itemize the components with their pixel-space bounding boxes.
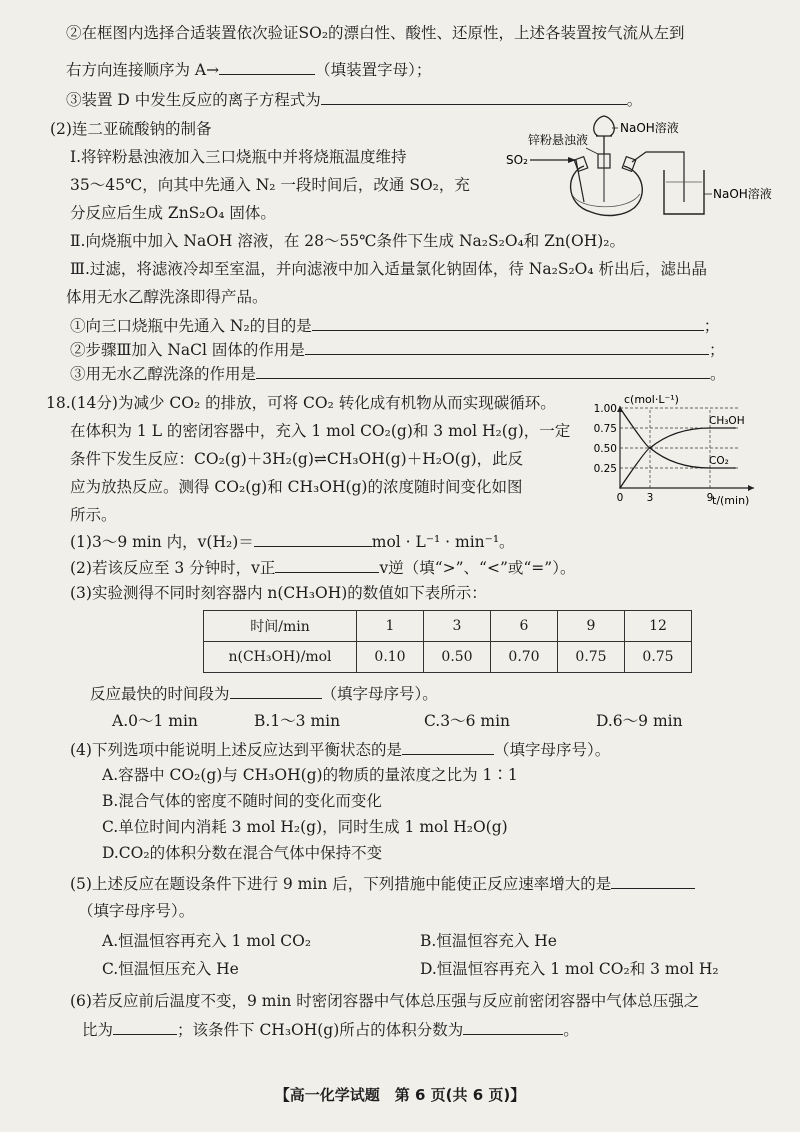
answer-blank[interactable]	[312, 314, 704, 331]
answer-blank[interactable]	[256, 362, 710, 379]
chart-series-label: CO₂	[709, 455, 729, 467]
chart-x-tick-label: 3	[646, 492, 654, 504]
option-a[interactable]: A.恒温恒容再充入 1 mol CO₂	[102, 932, 312, 950]
table-cell: 0.10	[357, 642, 424, 673]
answer-blank[interactable]	[611, 872, 695, 889]
table-cell: 12	[625, 611, 692, 642]
q17-step1-line3: 分反应后生成 ZnS₂O₄ 固体。	[70, 204, 276, 222]
q18-s6-line1: (6)若反应前后温度不变，9 min 时密闭容器中气体总压强与反应前密闭容器中气体总压强之	[70, 992, 700, 1010]
label-naoh-beaker: NaOH溶液	[713, 187, 772, 201]
table-row	[204, 642, 692, 673]
q17-p3-end: 。	[626, 91, 643, 109]
apparatus-diagram	[506, 114, 796, 222]
option-d[interactable]: D.6～9 min	[596, 712, 683, 730]
q18-s4-hint: （填字母序号）。	[493, 741, 611, 759]
q17-sub1	[70, 314, 719, 337]
q17-sub1-end: ；	[703, 317, 720, 335]
q18-s1-text: (1)3～9 min 内，v(H₂)＝	[70, 533, 254, 551]
answer-blank[interactable]	[463, 1018, 563, 1035]
q18-s5	[70, 872, 695, 895]
q18-s3-q-hint: （填字母序号）。	[321, 685, 438, 703]
q18-s6-line2	[82, 1018, 579, 1041]
chart-y-tick-label: 0.25	[593, 463, 617, 475]
table-cell: 0.50	[424, 642, 491, 673]
q18-s4	[70, 738, 610, 761]
q17-sub1-text: ①向三口烧瓶中先通入 N₂的目的是	[70, 317, 312, 335]
q17-p2-text-b: （填装置字母）；	[315, 61, 432, 79]
page-footer: 【高一化学试题 第 6 页(共 6 页)】	[274, 1086, 526, 1104]
q17-part2-title: (2)连二亚硫酸钠的制备	[50, 120, 212, 138]
q18-s3: (3)实验测得不同时刻容器内 n(CH₃OH)的数值如下表所示：	[70, 584, 487, 602]
q18-s3-question	[90, 682, 438, 705]
option-c[interactable]: C.恒温恒压充入 He	[102, 960, 239, 978]
q17-p2-line2	[66, 58, 431, 81]
q17-step1-line1: Ⅰ.将锌粉悬浊液加入三口烧瓶中并将烧瓶温度维持	[70, 148, 407, 166]
answer-blank[interactable]	[230, 682, 322, 699]
answer-blank[interactable]	[113, 1018, 177, 1035]
table-header-row	[204, 611, 692, 642]
answer-blank[interactable]	[402, 738, 494, 755]
q17-sub3-text: ③用无水乙醇洗涤的作用是	[70, 365, 257, 383]
label-zinc-suspension: 锌粉悬浊液	[528, 133, 589, 147]
q18-s2-text: (2)若该反应至 3 分钟时，v正	[70, 559, 276, 577]
q18-s2	[70, 556, 575, 579]
q17-p3-text: ③装置 D 中发生反应的离子方程式为	[66, 91, 321, 109]
q18-s1	[70, 530, 515, 553]
option-b[interactable]: B.恒温恒容充入 He	[420, 932, 557, 950]
q18-s6-end: 。	[563, 1021, 579, 1039]
chart-point	[734, 467, 736, 469]
q18-intro-line2: 在体积为 1 L 的密闭容器中，充入 1 mol CO₂(g)和 3 mol H₂(g)，一定	[70, 422, 571, 440]
option-a[interactable]: A.容器中 CO₂(g)与 CH₃OH(g)的物质的量浓度之比为 1∶1	[102, 766, 518, 784]
chart-point	[734, 427, 736, 429]
q17-sub2	[70, 338, 724, 361]
table-cell: 0.70	[491, 642, 558, 673]
q18-s1-unit: mol · L⁻¹ · min⁻¹。	[371, 533, 515, 551]
label-so2-inlet: SO₂	[506, 153, 528, 167]
answer-blank[interactable]	[321, 88, 627, 105]
q18-s3-q-text: 反应最快的时间段为	[90, 685, 230, 703]
chart-point	[619, 487, 621, 489]
chart-y-tick-label: 0.75	[593, 423, 617, 435]
q18-intro-line5: 所示。	[70, 506, 117, 524]
table-cell: 0.75	[558, 642, 625, 673]
q17-step2: Ⅱ.向烧瓶中加入 NaOH 溶液，在 28～55℃条件下生成 Na₂S₂O₄和 Zn(OH)₂。	[70, 232, 625, 250]
q18-s6-text-a: 比为	[82, 1021, 114, 1039]
q17-sub2-end: ；	[708, 341, 725, 359]
table-cell: 3	[424, 611, 491, 642]
answer-blank[interactable]	[254, 530, 372, 547]
q17-sub2-text: ②步骤Ⅲ加入 NaCl 固体的作用是	[70, 341, 305, 359]
table-cell: 1	[357, 611, 424, 642]
option-b[interactable]: B.1～3 min	[254, 712, 341, 730]
answer-blank[interactable]	[305, 338, 709, 355]
q17-step3-line2: 体用无水乙醇洗涤即得产品。	[66, 288, 268, 306]
table-cell: 6	[491, 611, 558, 642]
q17-p3-line	[66, 88, 642, 111]
chart-x-tick-label: 9	[706, 492, 714, 504]
answer-blank[interactable]	[219, 58, 315, 75]
data-table	[203, 610, 692, 673]
concentration-chart	[584, 392, 764, 508]
q17-step1-line2: 35～45℃，向其中先通入 N₂ 一段时间后，改通 SO₂，充	[70, 176, 470, 194]
chart-point	[709, 427, 711, 429]
answer-blank[interactable]	[275, 556, 379, 573]
q17-p2-line1: ②在框图内选择合适装置依次验证SO₂的漂白性、酸性、还原性，上述各装置按气流从左到	[66, 24, 685, 42]
q18-intro-line4: 应为放热反应。测得 CO₂(g)和 CH₃OH(g)的浓度随时间变化如图	[70, 478, 523, 496]
q18-intro-line1: 18.(14分)为减少 CO₂ 的排放，可将 CO₂ 转化成有机物从而实现碳循环。	[46, 394, 556, 412]
q18-s6-text-b: ；该条件下 CH₃OH(g)所占的体积分数为	[177, 1021, 464, 1039]
chart-point	[649, 447, 651, 449]
q18-s5-hint: （填字母序号）。	[78, 902, 195, 920]
chart-x-tick-label: 0	[616, 492, 624, 504]
q17-p2-text-a: 右方向连接顺序为 A→	[66, 61, 220, 79]
chart-point	[709, 467, 711, 469]
q18-intro-line3: 条件下发生反应：CO₂(g)＋3H₂(g)⇌CH₃OH(g)＋H₂O(g)，此反	[70, 450, 524, 468]
option-a[interactable]: A.0～1 min	[112, 712, 198, 730]
label-naoh-funnel: NaOH溶液	[620, 121, 679, 135]
option-c[interactable]: C.3～6 min	[424, 712, 511, 730]
q18-s4-text: (4)下列选项中能说明上述反应达到平衡状态的是	[70, 741, 402, 759]
q18-s5-text: (5)上述反应在题设条件下进行 9 min 后，下列措施中能使正反应速率增大的是	[70, 875, 612, 893]
option-d[interactable]: D.恒温恒容再充入 1 mol CO₂和 3 mol H₂	[420, 960, 719, 978]
chart-x-arrow	[748, 485, 754, 491]
chart-y-tick-label: 0.50	[593, 443, 617, 455]
q18-s2-hint: v逆（填“>”、“<”或“=”）。	[379, 559, 576, 577]
table-cell: 时间/min	[204, 611, 357, 642]
q17-step3-line1: Ⅲ.过滤，将滤液冷却至室温，并向滤液中加入适量氯化钠固体，待 Na₂S₂O₄ 析出后，滤出晶	[70, 260, 708, 278]
table-cell: 0.75	[625, 642, 692, 673]
chart-series-label: CH₃OH	[709, 415, 745, 427]
table-cell: n(CH₃OH)/mol	[204, 642, 357, 673]
option-d[interactable]: D.CO₂的体积分数在混合气体中保持不变	[102, 844, 383, 862]
table-cell: 9	[558, 611, 625, 642]
q17-sub3	[70, 362, 726, 385]
chart-xlabel: t/(min)	[712, 494, 750, 507]
option-c[interactable]: C.单位时间内消耗 3 mol H₂(g)，同时生成 1 mol H₂O(g)	[102, 818, 508, 836]
option-b[interactable]: B.混合气体的密度不随时间的变化而变化	[102, 792, 382, 810]
chart-y-tick-label: 1.00	[593, 403, 617, 415]
chart-ylabel: c(mol·L⁻¹)	[624, 393, 679, 406]
q17-sub3-end: 。	[710, 365, 726, 383]
chart-point	[619, 407, 621, 409]
